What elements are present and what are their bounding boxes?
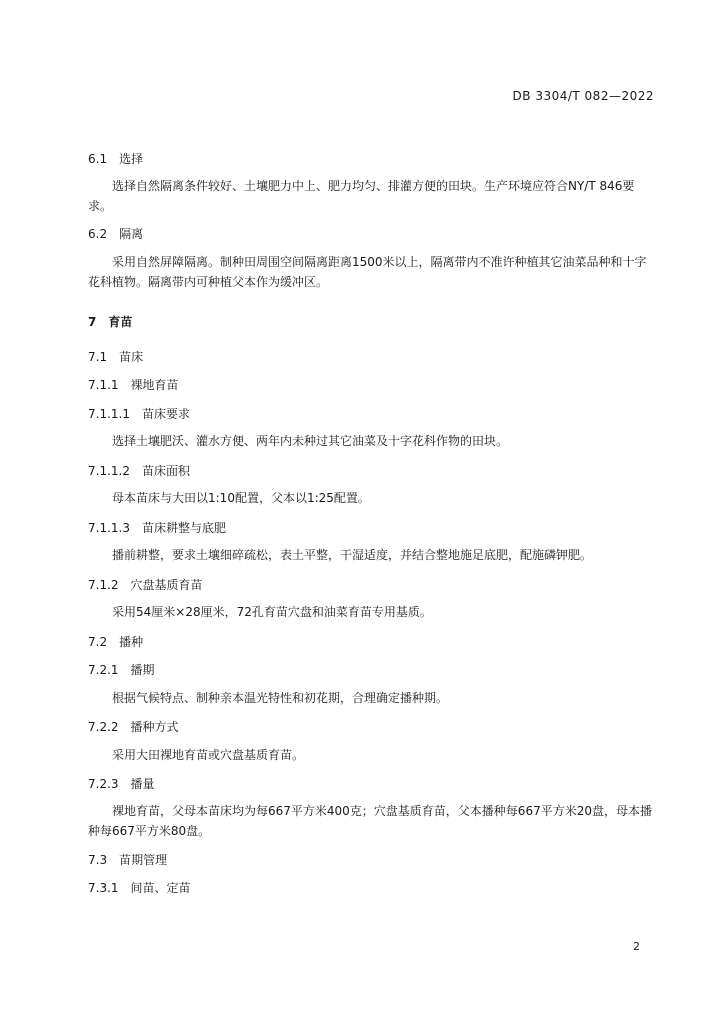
paragraph-6-1-text: 选择自然隔离条件较好、土壤肥力中上、肥力均匀、排灌方便的田块。生产环境应符合NY/T 846要求。 bbox=[88, 179, 635, 213]
paragraph-7-2-3 bbox=[88, 801, 658, 841]
heading-6-2: 6.2 隔离 bbox=[88, 227, 144, 241]
page-number: 2 bbox=[633, 940, 640, 953]
heading-7-1: 7.1 苗床 bbox=[88, 350, 144, 364]
paragraph-7-2-3-text: 裸地育苗，父母本苗床均为每667平方米400克；穴盘基质育苗，父本播种每667平方米20盘，母本播种每667平方米80盘。 bbox=[88, 804, 652, 838]
paragraph-7-1-1-2: 母本苗床与大田以1:10配置，父本以1:25配置。 bbox=[112, 491, 370, 505]
paragraph-7-2-1: 根据气候特点、制种亲本温光特性和初花期，合理确定播种期。 bbox=[112, 691, 449, 705]
paragraph-7-1-1-3: 播前耕整，要求土壤细碎疏松，表土平整，干湿适度，并结合整地施足底肥，配施磷钾肥。 bbox=[112, 548, 593, 562]
heading-7-1-1-2: 7.1.1.2 苗床面积 bbox=[88, 464, 190, 478]
paragraph-6-2 bbox=[88, 252, 658, 292]
paragraph-7-2-2: 采用大田裸地育苗或穴盘基质育苗。 bbox=[112, 748, 305, 762]
heading-7-2-2: 7.2.2 播种方式 bbox=[88, 720, 179, 734]
heading-7-1-1: 7.1.1 裸地育苗 bbox=[88, 378, 179, 392]
heading-7-2: 7.2 播种 bbox=[88, 635, 144, 649]
document-code: DB 3304/T 082—2022 bbox=[512, 89, 654, 103]
paragraph-7-1-1-1: 选择土壤肥沃、灌水方便、两年内未种过其它油菜及十字花科作物的田块。 bbox=[112, 434, 509, 448]
paragraph-6-1 bbox=[88, 176, 658, 216]
heading-7-2-1: 7.2.1 播期 bbox=[88, 663, 155, 677]
heading-7-3-1: 7.3.1 间苗、定苗 bbox=[88, 881, 191, 895]
paragraph-6-2-text: 采用自然屏障隔离。制种田周围空间隔离距离1500米以上，隔离带内不准许种植其它油菜品种和十字花科植物。隔离带内可种植父本作为缓冲区。 bbox=[88, 255, 647, 289]
heading-7: 7 育苗 bbox=[88, 315, 133, 329]
heading-7-2-3: 7.2.3 播量 bbox=[88, 777, 155, 791]
heading-7-1-2: 7.1.2 穴盘基质育苗 bbox=[88, 578, 203, 592]
heading-7-3: 7.3 苗期管理 bbox=[88, 853, 168, 867]
heading-6-1: 6.1 选择 bbox=[88, 152, 144, 166]
heading-7-1-1-3: 7.1.1.3 苗床耕整与底肥 bbox=[88, 521, 226, 535]
heading-7-1-1-1: 7.1.1.1 苗床要求 bbox=[88, 407, 190, 421]
paragraph-7-1-2: 采用54厘米×28厘米，72孔育苗穴盘和油菜育苗专用基质。 bbox=[112, 605, 432, 619]
